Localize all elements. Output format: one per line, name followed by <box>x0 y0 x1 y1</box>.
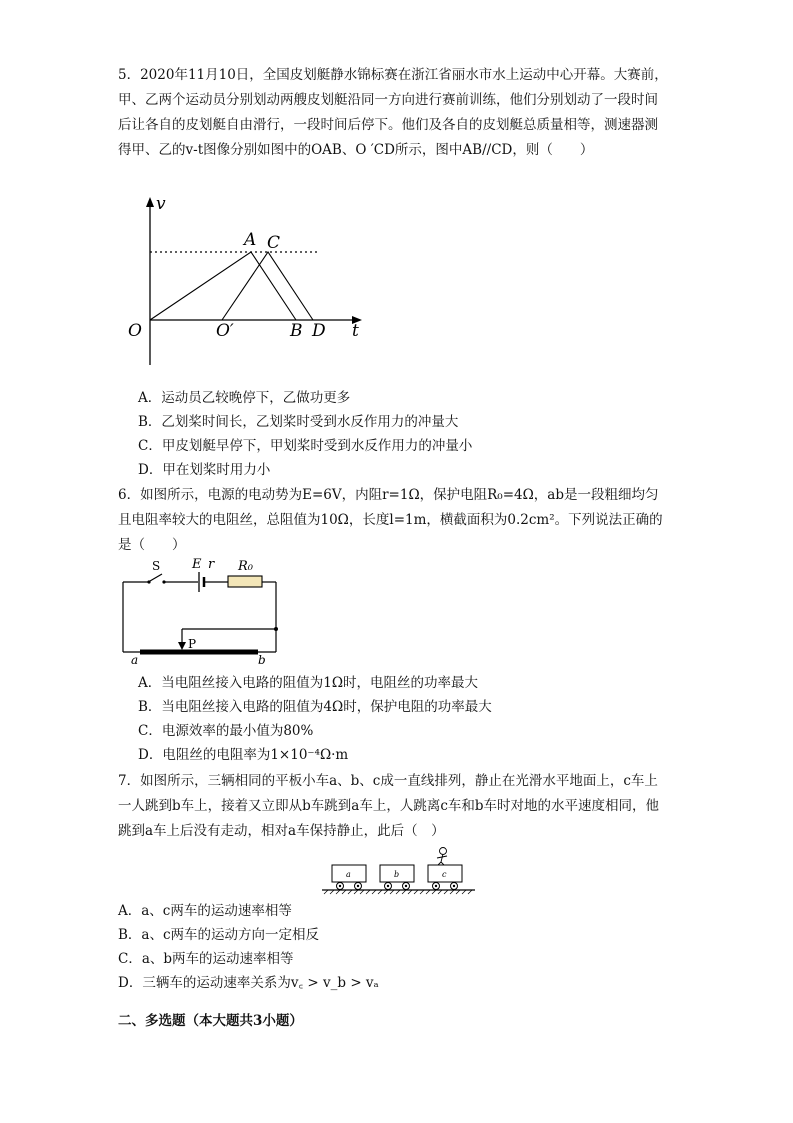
q5-option-d[interactable]: D．甲在划桨时用力小 <box>138 462 271 478</box>
v-axis-arrow <box>146 197 154 207</box>
q7-option-a[interactable]: A．a、c两车的运动速率相等 <box>118 903 292 919</box>
label-D: D <box>312 321 326 341</box>
resistor-R0 <box>228 576 262 587</box>
q7-option-d[interactable]: D．三辆车的运动速率关系为v꜀ > v_b > vₐ <box>118 975 379 991</box>
q7-stem: 7．如图所示，三辆相同的平板小车a、b、c成一直线排列，静止在光滑水平地面上，c车上一人跳到b车上，接着又立即从b车跳到a车上，人跳离c车和b车时对地的水平速度相同，他跳到a车上后没有走动，相对a车保持静止，此后（ ） <box>118 773 660 839</box>
q5-option-a[interactable]: A．运动员乙较晚停下，乙做功更多 <box>138 390 351 406</box>
section-heading-multiple-choice: 二、多选题（本大题共3小题） <box>118 1013 303 1029</box>
slider-arrow <box>178 642 186 650</box>
q6-stem: 6．如图所示，电源的电动势为E=6V，内阻r=1Ω，保护电阻R₀=4Ω，ab是一段粗细均匀且电阻率较大的电阻丝，总阻值为10Ω，长度l=1m，横截面积为0.2cm²。下列说法正确的是（ ） <box>118 487 663 553</box>
label-v: v <box>156 195 166 214</box>
label-S: S <box>152 559 161 573</box>
q6-option-d[interactable]: D．电阻丝的电阻率为1×10⁻⁴Ω·m <box>138 747 349 763</box>
label-E: E <box>192 557 202 572</box>
q5-option-b[interactable]: B．乙划桨时间长，乙划桨时受到水反作用力的冲量大 <box>138 414 459 430</box>
vt-graph <box>118 195 378 370</box>
resistance-wire-ab <box>140 650 258 655</box>
q5-option-c[interactable]: C．甲皮划艇早停下，甲划桨时受到水反作用力的冲量小 <box>138 438 473 454</box>
label-B: B <box>290 321 303 341</box>
q6-option-a[interactable]: A．当电阻丝接入电路的阻值为1Ω时，电阻丝的功率最大 <box>138 675 479 691</box>
q7-option-c[interactable]: C．a、b两车的运动速率相等 <box>118 951 294 967</box>
q7-option-b[interactable]: B．a、c两车的运动方向一定相反 <box>118 927 320 943</box>
switch-blade <box>150 574 162 581</box>
q6-option-c[interactable]: C．电源效率的最小值为80% <box>138 723 314 739</box>
label-A: A <box>244 230 257 250</box>
carts-diagram <box>320 843 480 898</box>
q5-stem: 5．2020年11月10日，全国皮划艇静水锦标赛在浙江省丽水市水上运动中心开幕。大赛前，甲、乙两个运动员分别划动两艘皮划艇沿同一方向进行赛前训练，他们分别划动了一段时间后让各自的皮划艇自由滑行，一段时间后停下。他们及各自的皮划艇总质量相等，测速器测得甲、乙的v-t图像分别如图中的OAB、O ′CD所示，图中AB//CD，则（ ） <box>118 67 668 158</box>
label-O1: O′ <box>216 321 234 341</box>
label-b: b <box>258 653 266 666</box>
label-cart-a: a <box>346 870 351 879</box>
label-a: a <box>131 653 139 666</box>
q6-option-b[interactable]: B．当电阻丝接入电路的阻值为4Ω时，保护电阻的功率最大 <box>138 699 492 715</box>
label-O: O <box>128 321 142 341</box>
label-C: C <box>267 233 281 253</box>
circuit-diagram <box>118 556 288 666</box>
label-R0: R₀ <box>238 559 253 574</box>
label-t: t <box>352 321 359 341</box>
person-head <box>440 848 447 855</box>
label-r: r <box>208 557 215 572</box>
label-P: P <box>188 637 197 651</box>
label-cart-b: b <box>394 870 400 879</box>
label-cart-c: c <box>442 870 447 879</box>
